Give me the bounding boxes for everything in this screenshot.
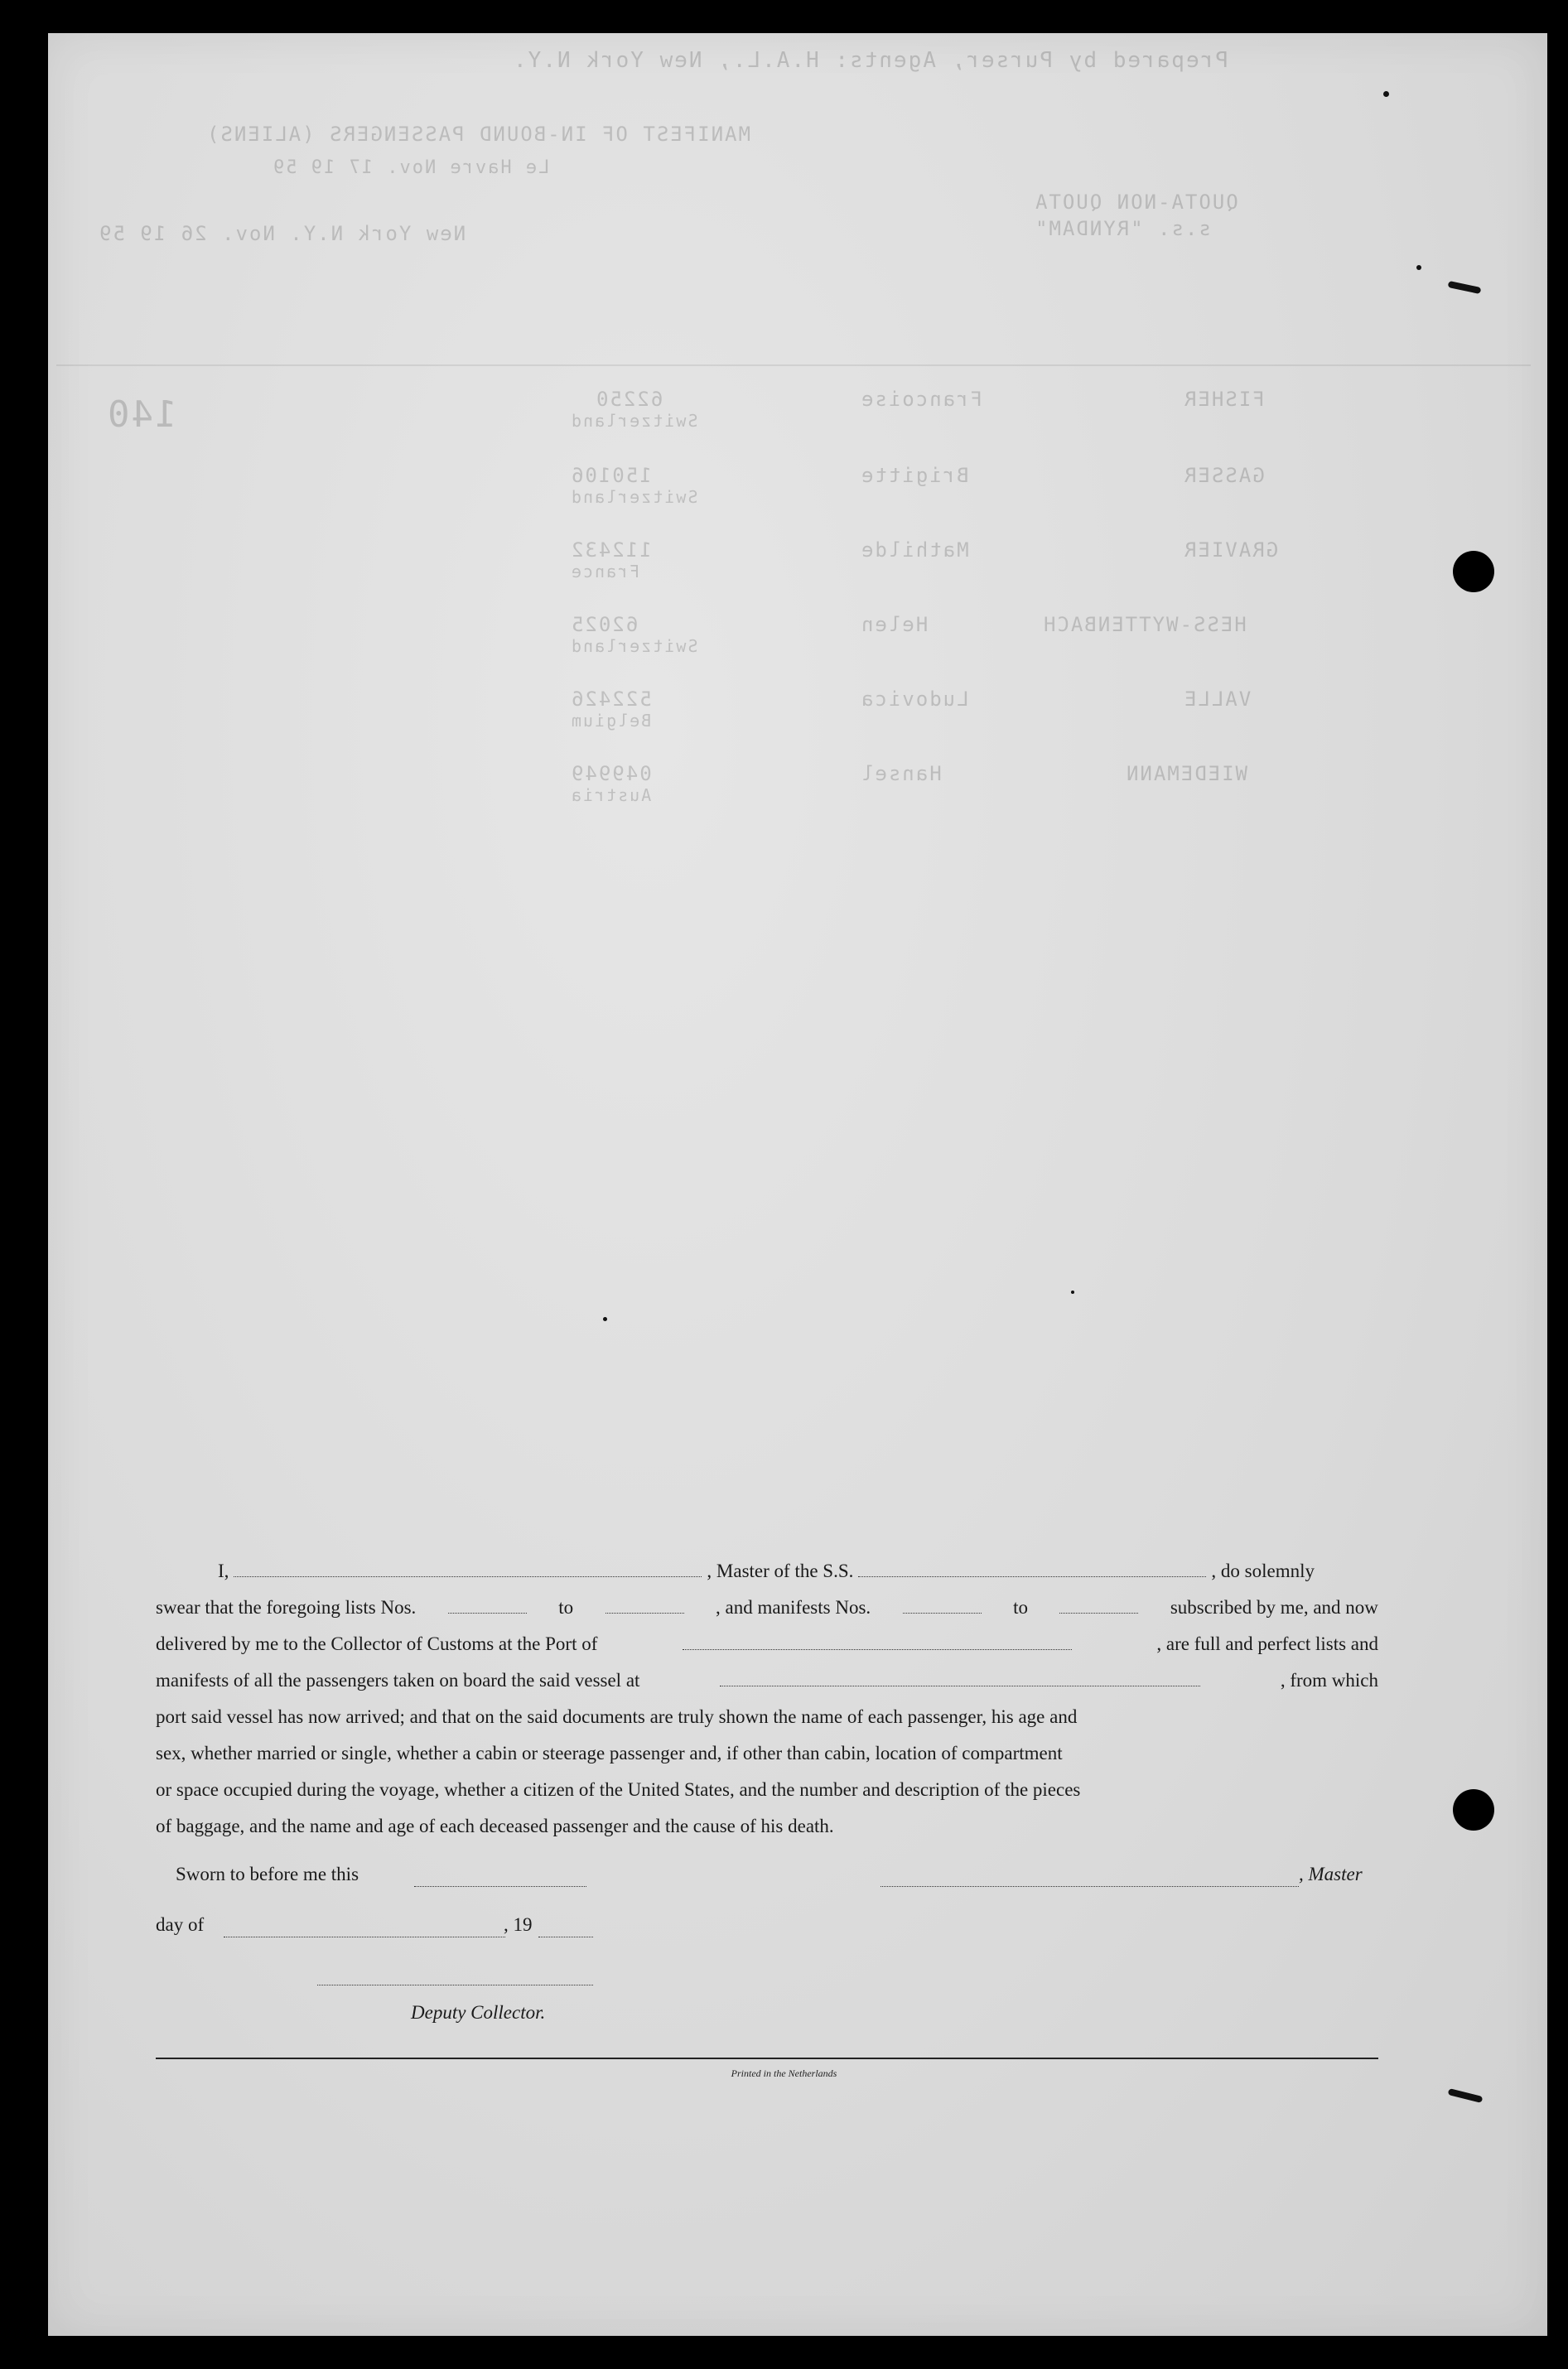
oath-text: , are full and perfect lists and	[1156, 1633, 1378, 1654]
oath-text: port said vessel has now arrived; and that on the said documents are truly shown the name of each passenger, his age and	[156, 1706, 1078, 1727]
oath-text: manifests of all the passengers taken on board the said vessel at	[156, 1670, 640, 1691]
ship-name-blank[interactable]	[858, 1558, 1206, 1577]
master-name-blank[interactable]	[234, 1558, 702, 1577]
bleed-row: Helen	[860, 613, 929, 636]
speck	[1383, 91, 1389, 97]
bleed-row: VALLE	[1183, 688, 1252, 711]
oath-line	[156, 1699, 1378, 1735]
bleed-row: GASSER	[1183, 464, 1265, 487]
bleed-row: Ludovica	[860, 688, 969, 711]
manifest-from-blank[interactable]	[903, 1595, 982, 1614]
day-of-label: day of	[156, 1914, 205, 1935]
speck	[1416, 265, 1421, 270]
oath-line	[156, 1590, 1378, 1626]
bleed-row: Hansel	[860, 762, 942, 785]
manifest-page	[48, 33, 1547, 2336]
oath-text: or space occupied during the voyage, whether a citizen of the United States, and the number and description of the pieces	[156, 1779, 1081, 1800]
bleed-row: 112432	[570, 538, 652, 562]
bleed-row: Austria	[570, 785, 652, 805]
oath-text: , do solemnly	[1211, 1561, 1315, 1581]
oath-line	[156, 1772, 1378, 1808]
oath-text: swear that the foregoing lists Nos.	[156, 1597, 417, 1618]
bleed-row: GRAVIER	[1183, 538, 1279, 562]
speck	[1071, 1291, 1074, 1294]
oath-paragraph	[156, 1553, 1378, 1845]
oath-text: subscribed by me, and now	[1170, 1597, 1378, 1618]
oath-text: delivered by me to the Collector of Customs at the Port of	[156, 1633, 598, 1654]
oath-line	[156, 1735, 1378, 1772]
master-signature-blank[interactable]	[880, 1868, 1299, 1887]
bleed-header-2: MANIFEST OF IN-BOUND PASSENGERS (ALIENS)	[205, 123, 750, 146]
footer-rule	[156, 2058, 1378, 2059]
bleed-header-5: s.s. "RYNDAM"	[1034, 217, 1211, 240]
bleed-row: Switzerland	[570, 411, 698, 431]
oath-text: to	[1013, 1597, 1028, 1618]
bleed-row: FISHER	[1183, 388, 1265, 411]
bleed-row: Francoise	[860, 388, 983, 411]
oath-text: , and manifests Nos.	[715, 1597, 871, 1618]
list-from-blank[interactable]	[448, 1595, 527, 1614]
bleed-header-4: QUOTA-NON QUOTA	[1034, 191, 1238, 214]
printed-in-label: Printed in the Netherlands	[731, 2067, 837, 2079]
list-to-blank[interactable]	[605, 1595, 684, 1614]
oath-text: to	[558, 1597, 574, 1618]
sworn-label: Sworn to before me this	[176, 1864, 359, 1884]
bleed-row: Belgium	[570, 711, 652, 731]
day-blank[interactable]	[224, 1918, 505, 1937]
bleed-row: Brigitte	[860, 464, 969, 487]
port-blank[interactable]	[683, 1631, 1072, 1650]
oath-text: of baggage, and the name and age of each deceased passenger and the cause of his death.	[156, 1816, 834, 1836]
punch-hole	[1453, 551, 1494, 592]
speck	[603, 1317, 607, 1321]
master-comma: , Master	[1299, 1864, 1363, 1884]
oath-text: I,	[218, 1561, 229, 1581]
speck	[1448, 281, 1482, 294]
oath-text: sex, whether married or single, whether a cabin or steerage passenger and, if other than cabin, location of compartment	[156, 1743, 1063, 1763]
bleed-row: 049949	[570, 762, 652, 785]
oath-line	[156, 1808, 1378, 1845]
oath-line	[156, 1553, 1378, 1590]
speck	[1448, 2088, 1484, 2103]
bleed-row: HESS-WYTTENBACH	[1042, 613, 1247, 636]
bleed-row: 522426	[570, 688, 652, 711]
year-label: , 19	[504, 1914, 533, 1935]
year-blank[interactable]	[538, 1918, 593, 1937]
deputy-signature-blank[interactable]	[317, 1966, 593, 1985]
oath-line	[156, 1626, 1378, 1662]
boarding-port-blank[interactable]	[720, 1667, 1200, 1686]
oath-text: , from which	[1280, 1670, 1378, 1691]
bleed-number: 140	[106, 393, 177, 436]
bleed-row: WIEDEMANN	[1125, 762, 1248, 785]
bleed-row: 150106	[570, 464, 652, 487]
bleed-row: Mathilde	[860, 538, 969, 562]
bleed-row: 62025	[570, 613, 639, 636]
punch-hole	[1453, 1789, 1494, 1831]
bleed-header-3: Le Havre Nov. 17 19 59	[272, 157, 550, 178]
bleed-row: Switzerland	[570, 636, 698, 656]
oath-text: , Master of the S.S.	[707, 1561, 854, 1581]
bleed-header-1: Prepared by Purser, Agents: H.A.L., New York N.Y.	[512, 48, 1229, 73]
oath-line	[156, 1662, 1378, 1699]
bleed-row: Switzerland	[570, 487, 698, 507]
bleed-row: 62250	[595, 388, 663, 411]
manifest-to-blank[interactable]	[1059, 1595, 1138, 1614]
deputy-collector-label: Deputy Collector.	[411, 2002, 546, 2023]
sworn-date-blank[interactable]	[414, 1868, 586, 1887]
bleed-rule	[56, 364, 1531, 366]
master-label	[1299, 1864, 1363, 1885]
bleed-row: France	[570, 562, 640, 581]
bleed-header-6: New York N.Y. Nov. 26 19 59	[98, 222, 466, 245]
